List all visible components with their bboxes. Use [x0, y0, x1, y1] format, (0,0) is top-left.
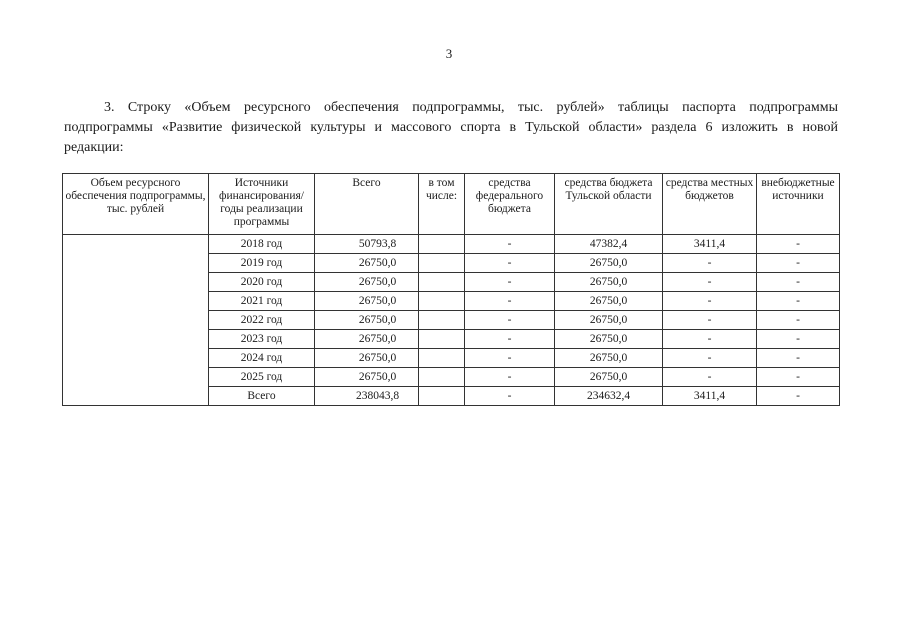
header-extrabudgetary: внебюджетные источники [757, 174, 840, 235]
total-cell: 26750,0 [315, 292, 419, 311]
page-number: 3 [445, 46, 453, 61]
including-cell [419, 292, 465, 311]
extrabudgetary-cell: - [757, 349, 840, 368]
federal-cell: - [465, 330, 555, 349]
federal-cell: - [465, 292, 555, 311]
federal-cell: - [465, 235, 555, 254]
regional-cell: 234632,4 [555, 387, 663, 406]
including-cell [419, 235, 465, 254]
table-header-row [63, 174, 840, 235]
extrabudgetary-cell: - [757, 292, 840, 311]
federal-cell: - [465, 368, 555, 387]
including-cell [419, 368, 465, 387]
resource-volume-cell [63, 235, 209, 406]
extrabudgetary-cell: - [757, 311, 840, 330]
total-cell: 26750,0 [315, 311, 419, 330]
total-cell: 26750,0 [315, 254, 419, 273]
regional-cell: 26750,0 [555, 368, 663, 387]
total-cell: 26750,0 [315, 368, 419, 387]
local-cell: - [663, 254, 757, 273]
local-cell: - [663, 368, 757, 387]
extrabudgetary-cell: - [757, 368, 840, 387]
including-cell [419, 330, 465, 349]
regional-cell: 26750,0 [555, 349, 663, 368]
federal-cell: - [465, 387, 555, 406]
federal-cell: - [465, 273, 555, 292]
including-cell [419, 349, 465, 368]
header-federal-budget: средства федерального бюджета [465, 174, 555, 235]
including-cell [419, 273, 465, 292]
regional-cell: 26750,0 [555, 330, 663, 349]
funding-table [62, 173, 840, 406]
paragraph-line-3: редакции: [64, 140, 124, 155]
local-cell: - [663, 330, 757, 349]
total-cell: 50793,8 [315, 235, 419, 254]
row-label: 2018 год [209, 235, 315, 254]
local-cell: - [663, 349, 757, 368]
local-cell: - [663, 292, 757, 311]
local-cell: - [663, 273, 757, 292]
total-cell: 26750,0 [315, 349, 419, 368]
federal-cell: - [465, 349, 555, 368]
total-cell: 26750,0 [315, 273, 419, 292]
total-cell: 26750,0 [315, 330, 419, 349]
including-cell [419, 311, 465, 330]
regional-cell: 26750,0 [555, 273, 663, 292]
row-label: 2022 год [209, 311, 315, 330]
extrabudgetary-cell: - [757, 235, 840, 254]
row-label: 2023 год [209, 330, 315, 349]
federal-cell: - [465, 311, 555, 330]
paragraph-line-2: подпрограммы «Развитие физической культуры и массового спорта в Тульской области» раздела 6 изложить в новой [64, 120, 838, 135]
local-cell: 3411,4 [663, 387, 757, 406]
including-cell [419, 254, 465, 273]
header-regional-budget: средства бюджета Тульской области [555, 174, 663, 235]
header-local-budgets: средства местных бюджетов [663, 174, 757, 235]
amendment-paragraph [64, 98, 838, 158]
local-cell: - [663, 311, 757, 330]
paragraph-line-1: 3. Строку «Объем ресурсного обеспечения подпрограммы, тыс. рублей» таблицы паспорта подпрограммы [104, 100, 838, 115]
header-total: Всего [315, 174, 419, 235]
row-label: 2020 год [209, 273, 315, 292]
row-label: 2025 год [209, 368, 315, 387]
extrabudgetary-cell: - [757, 387, 840, 406]
row-label: 2021 год [209, 292, 315, 311]
table-row [63, 235, 840, 254]
row-label: 2019 год [209, 254, 315, 273]
header-including: в том числе: [419, 174, 465, 235]
regional-cell: 26750,0 [555, 254, 663, 273]
header-funding-sources: Источники финансирования/ годы реализации программы [209, 174, 315, 235]
regional-cell: 47382,4 [555, 235, 663, 254]
row-label: 2024 год [209, 349, 315, 368]
regional-cell: 26750,0 [555, 311, 663, 330]
local-cell: 3411,4 [663, 235, 757, 254]
including-cell [419, 387, 465, 406]
extrabudgetary-cell: - [757, 330, 840, 349]
regional-cell: 26750,0 [555, 292, 663, 311]
total-cell: 238043,8 [315, 387, 419, 406]
extrabudgetary-cell: - [757, 273, 840, 292]
header-resource-volume: Объем ресурсного обеспечения подпрограммы, тыс. рублей [63, 174, 209, 235]
federal-cell: - [465, 254, 555, 273]
extrabudgetary-cell: - [757, 254, 840, 273]
row-label: Всего [209, 387, 315, 406]
